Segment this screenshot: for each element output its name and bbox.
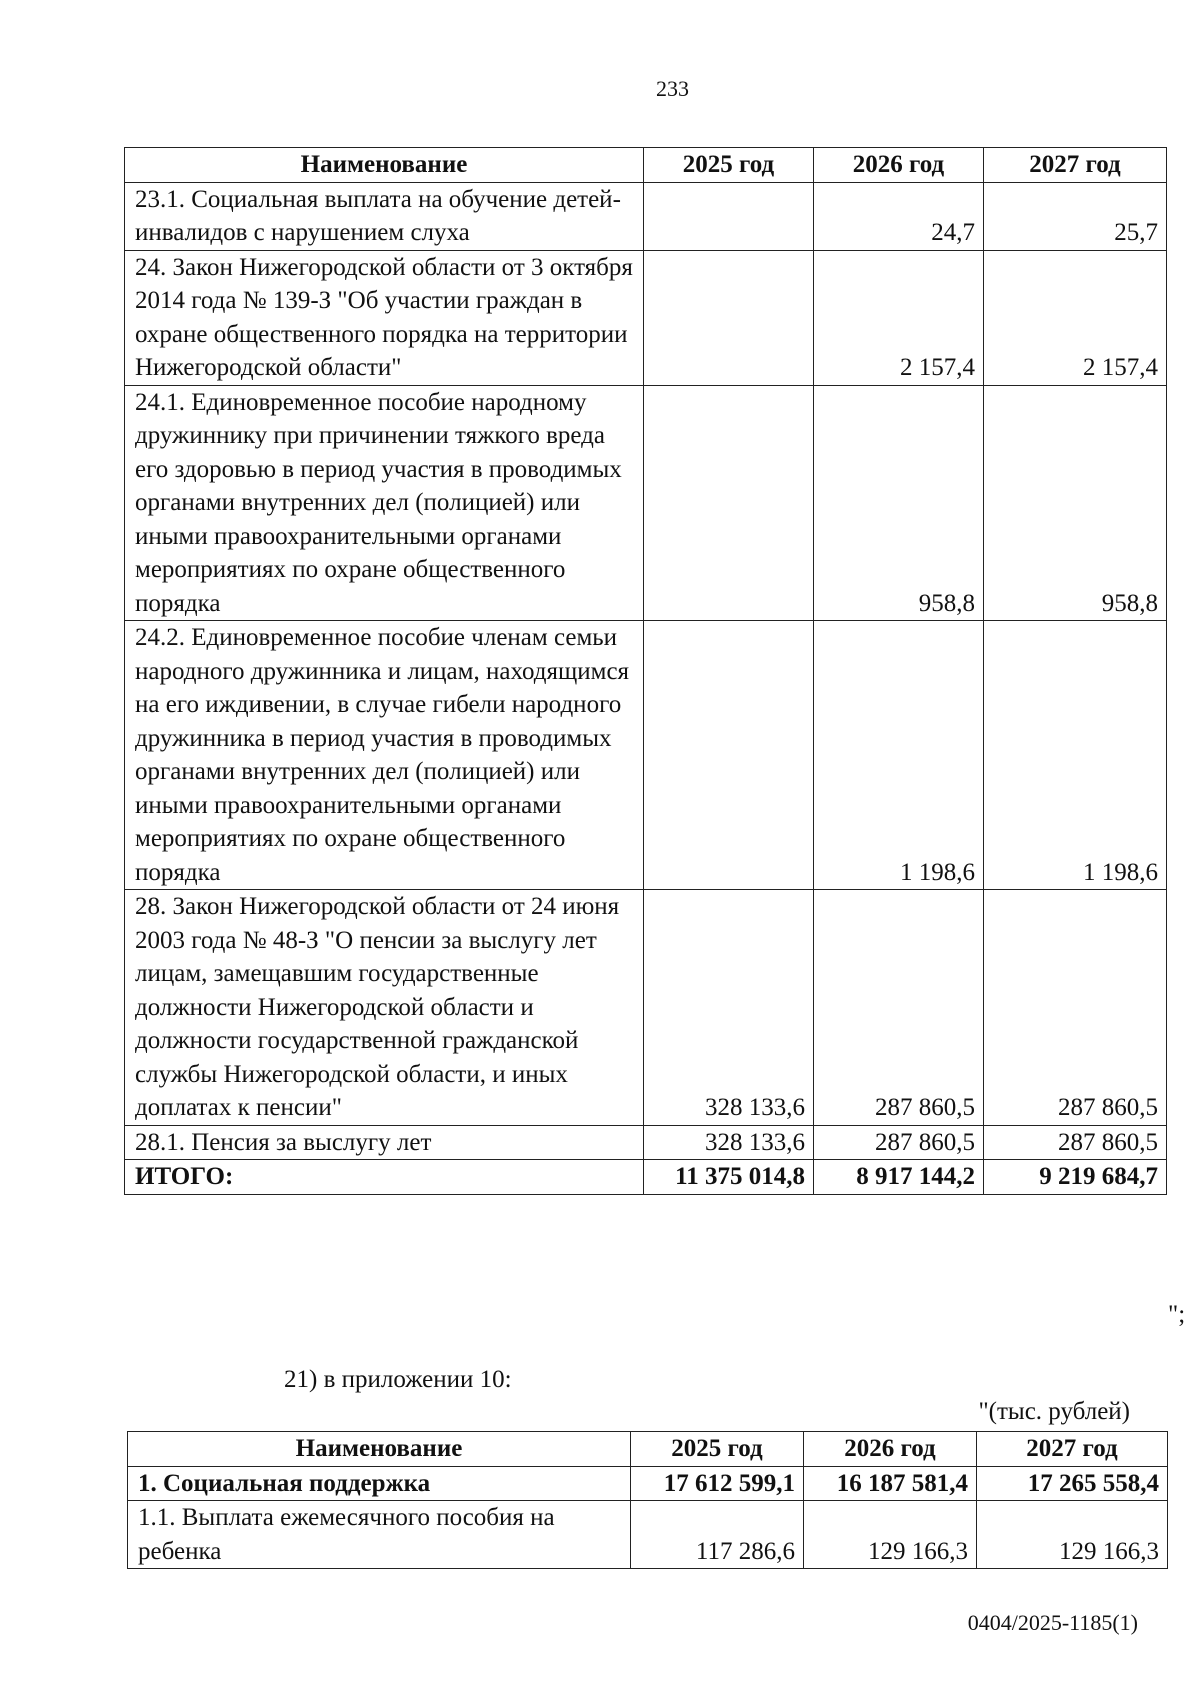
value-2027: 2 157,4 — [984, 250, 1167, 385]
value-2027: 129 166,3 — [977, 1501, 1168, 1569]
value-2026: 24,7 — [814, 182, 984, 250]
table-row — [125, 182, 1167, 250]
value-2025 — [644, 182, 814, 250]
row-name: 1.1. Выплата ежемесячного пособия на ребенка — [128, 1501, 631, 1569]
row-name: 24.1. Единовременное пособие народному дружиннику при причинении тяжкого вреда его здоровью в период участия в проводимых органами внутренних дел (полицией) или иными правоохранительными органами мероприятиях по охране общественного порядка — [125, 385, 644, 621]
column-header-name: Наименование — [125, 148, 644, 183]
section-row — [128, 1466, 1168, 1501]
value-2026: 287 860,5 — [814, 1125, 984, 1160]
table-row — [128, 1501, 1168, 1569]
total-2026: 8 917 144,2 — [814, 1160, 984, 1195]
value-2025 — [644, 250, 814, 385]
value-2025: 328 133,6 — [644, 890, 814, 1126]
page-number: 233 — [656, 76, 689, 101]
row-name: 1. Социальная поддержка — [128, 1466, 631, 1501]
row-name: 24. Закон Нижегородской области от 3 октября 2014 года № 139-З "Об участии граждан в охране общественного порядка на территории Нижегородской области" — [125, 250, 644, 385]
table-row — [125, 250, 1167, 385]
value-2025: 117 286,6 — [631, 1501, 804, 1569]
row-name: 28. Закон Нижегородской области от 24 июня 2003 года № 48-З "О пенсии за выслугу лет лицам, замещавшим государственные должности Нижегородской области и должности государственной гражданской службы Нижегородской области, и иных доплатах к пенсии" — [125, 890, 644, 1126]
value-2025: 17 612 599,1 — [631, 1466, 804, 1501]
value-2025: 328 133,6 — [644, 1125, 814, 1160]
total-row — [125, 1160, 1167, 1195]
value-2027: 1 198,6 — [984, 621, 1167, 890]
row-name: 23.1. Социальная выплата на обучение детей-инвалидов с нарушением слуха — [125, 182, 644, 250]
value-2025 — [644, 621, 814, 890]
value-2026: 16 187 581,4 — [804, 1466, 977, 1501]
value-2027: 25,7 — [984, 182, 1167, 250]
budget-table-continued — [124, 147, 1167, 1195]
value-2026: 129 166,3 — [804, 1501, 977, 1569]
value-2026: 958,8 — [814, 385, 984, 621]
document-code: 0404/2025-1185(1) — [967, 1610, 1138, 1635]
units-label: "(тыс. рублей) — [978, 1398, 1130, 1425]
value-2025 — [644, 385, 814, 621]
table-row — [125, 1125, 1167, 1160]
appendix-10-table — [127, 1431, 1168, 1569]
column-header-2026: 2026 год — [804, 1432, 977, 1467]
total-2027: 9 219 684,7 — [984, 1160, 1167, 1195]
value-2027: 287 860,5 — [984, 1125, 1167, 1160]
value-2027: 958,8 — [984, 385, 1167, 621]
value-2027: 17 265 558,4 — [977, 1466, 1168, 1501]
row-name: 28.1. Пенсия за выслугу лет — [125, 1125, 644, 1160]
column-header-2025: 2025 год — [631, 1432, 804, 1467]
column-header-2025: 2025 год — [644, 148, 814, 183]
value-2026: 287 860,5 — [814, 890, 984, 1126]
table-row — [125, 890, 1167, 1126]
amendment-intro: 21) в приложении 10: — [284, 1366, 512, 1393]
closing-quote-mark: "; — [1168, 1301, 1186, 1328]
column-header-2026: 2026 год — [814, 148, 984, 183]
value-2026: 1 198,6 — [814, 621, 984, 890]
table-row — [125, 621, 1167, 890]
table-row — [125, 385, 1167, 621]
value-2027: 287 860,5 — [984, 890, 1167, 1126]
column-header-name: Наименование — [128, 1432, 631, 1467]
table-header-row — [128, 1432, 1168, 1467]
row-name: 24.2. Единовременное пособие членам семьи народного дружинника и лицам, находящимся на его иждивении, в случае гибели народного дружинника в период участия в проводимых органами внутренних дел (полицией) или иными правоохранительными органами мероприятиях по охране общественного порядка — [125, 621, 644, 890]
column-header-2027: 2027 год — [984, 148, 1167, 183]
table-header-row — [125, 148, 1167, 183]
total-label: ИТОГО: — [125, 1160, 644, 1195]
column-header-2027: 2027 год — [977, 1432, 1168, 1467]
total-2025: 11 375 014,8 — [644, 1160, 814, 1195]
value-2026: 2 157,4 — [814, 250, 984, 385]
